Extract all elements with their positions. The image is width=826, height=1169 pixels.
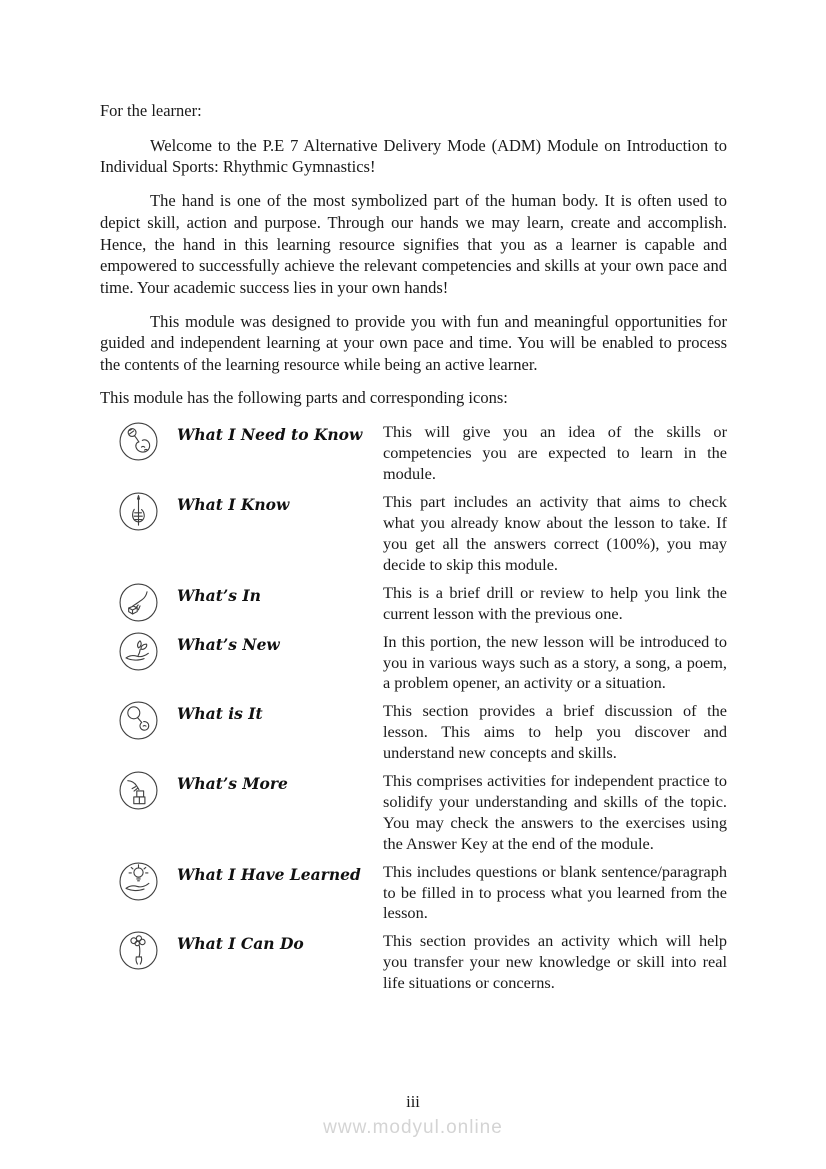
- part-label: What I Can Do: [177, 934, 304, 954]
- parts-table: [100, 422, 727, 994]
- part-label: What’s In: [177, 585, 261, 605]
- part-label: What I Have Learned: [177, 864, 361, 884]
- part-label: What’s More: [177, 774, 288, 794]
- paragraph-welcome: Welcome to the P.E 7 Alternative Delivery Mode (ADM) Module on Introduction to Individual Sports: Rhythmic Gymnastics!: [100, 135, 727, 177]
- parts-intro: This module has the following parts and corresponding icons:: [100, 387, 508, 407]
- part-row-what-i-have-learned: [100, 862, 727, 925]
- salutation: For the learner:: [100, 101, 202, 120]
- part-label: What’s New: [177, 634, 280, 654]
- part-description: This section provides an activity which will help you transfer your new knowledge or skill into real life situations or concerns.: [383, 931, 727, 993]
- watermark: www.modyul.online: [323, 1117, 503, 1138]
- part-row-whats-more: [100, 771, 727, 855]
- part-row-what-i-can-do: [100, 931, 727, 994]
- page-number: iii: [406, 1092, 420, 1111]
- paragraph-module-design: This module was designed to provide you with fun and meaningful opportunities for guided and independent learning at your own pace and time. You will be enabled to process the contents of the learning resource while being an active learner.: [100, 311, 727, 375]
- part-row-what-i-need-to-know: [100, 422, 727, 485]
- hand-with-sprout-icon: [118, 631, 159, 672]
- part-description: In this portion, the new lesson will be introduced to you in various ways such as a story, a song, a poem, a problem opener, an activity or a situation.: [383, 631, 727, 693]
- part-description: This will give you an idea of the skills or competencies you are expected to learn in the module.: [383, 422, 727, 484]
- hand-pressing-button-icon: [118, 421, 159, 462]
- part-label: What I Know: [177, 495, 290, 515]
- part-row-whats-in: [100, 583, 727, 625]
- page-content: [100, 100, 727, 1001]
- part-row-what-is-it: [100, 701, 727, 764]
- hand-holding-flowers-icon: [118, 930, 159, 971]
- hand-with-magnifying-glass-icon: [118, 700, 159, 741]
- part-row-what-i-know: [100, 492, 727, 576]
- part-description: This is a brief drill or review to help you link the current lesson with the previous one.: [383, 582, 727, 623]
- part-row-whats-new: [100, 632, 727, 695]
- hand-holding-pencil-icon: [118, 491, 159, 532]
- part-description: This section provides a brief discussion of the lesson. This aims to help you discover and understand new concepts and skills.: [383, 701, 727, 763]
- part-label: What is It: [177, 704, 263, 724]
- part-description: This comprises activities for independent practice to solidify your understanding and skills of the topic. You may check the answers to the exercises using the Answer Key at the end of the module.: [383, 771, 727, 853]
- part-label: What I Need to Know: [177, 425, 363, 445]
- hand-stacking-blocks-icon: [118, 770, 159, 811]
- paragraph-hand-symbol: The hand is one of the most symbolized part of the human body. It is often used to depict skill, action and purpose. Through our hands we may learn, create and accomplish. Hence, the hand in this learning resource signifies that you as a learner is capable and empowered to successfully achieve the relevant competencies and skills at your own pace and time. Your academic success lies in your own hands!: [100, 191, 727, 297]
- lightbulb-over-palm-icon: [118, 861, 159, 902]
- part-description: This includes questions or blank sentence/paragraph to be filled in to process what you learned from the lesson.: [383, 861, 727, 923]
- reaching-hand-icon: [118, 582, 159, 623]
- part-description: This part includes an activity that aims to check what you already know about the lesson to take. If you get all the answers correct (100%), you may decide to skip this module.: [383, 492, 727, 574]
